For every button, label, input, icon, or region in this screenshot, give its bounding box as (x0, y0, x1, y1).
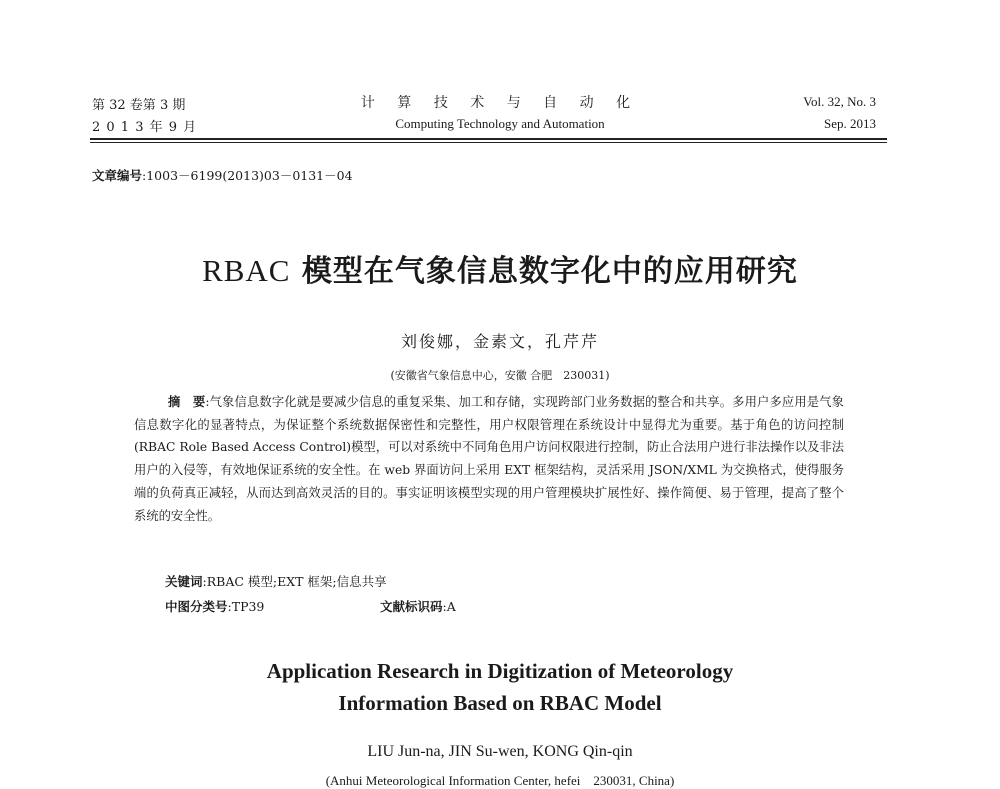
affiliation-en: (Anhui Meteorological Information Center, hefei 230031, China) (325, 773, 675, 788)
article-number (92, 166, 353, 184)
abstract-label: 摘 要 (168, 395, 206, 409)
keywords-value: :RBAC 模型;EXT 框架;信息共享 (202, 574, 387, 589)
abstract-text: :气象信息数字化就是要减少信息的重复采集、加工和存储，实现跨部门业务数据的整合和共享。多用户多应用是气象信息数字化的显著特点，为保证整个系统数据保密性和完整性，用户权限管理在系统设计中显得尤为重要。基于角色的访问控制(RBAC Role Based Access Control)模型，可以对系统中不同角色用户访问权限进行控制，防止合法用户进行非法操作以及非法用户的入侵等，有效地保证系统的安全性。在 web 界面访问上采用 EXT 框架结构，灵活采用 JSON/XML 为交换格式，使得服务端的负荷真正减轻，从而达到高效灵活的目的。事实证明该模型实现的用户管理模块扩展性好、操作简便、易于管理，提高了整个系统的安全性。 (134, 395, 844, 523)
header-rule-thin (90, 142, 887, 143)
document-code-label: 文献标识码 (380, 599, 443, 614)
keywords-label: 关键词 (165, 574, 203, 589)
authors-cn: 刘俊娜，金素文，孔芹芹 (400, 332, 599, 351)
page-title-cn (0, 246, 1000, 290)
journal-date-en: Sep. 2013 (824, 116, 876, 131)
journal-name-cn: 计 算 技 术 与 自 动 化 (360, 95, 640, 111)
article-number-label: 文章编号 (92, 168, 143, 183)
article-number-value: :1003－6199(2013)03－0131－04 (142, 168, 353, 183)
document-code (380, 597, 456, 615)
header-rule-thick (90, 138, 887, 140)
title-cn-latin: RBAC (202, 253, 291, 288)
classification-label: 中图分类号 (165, 599, 228, 614)
document-code-value: :A (442, 599, 456, 614)
affiliation-cn: (安徽省气象信息中心，安徽 合肥 230031) (390, 369, 610, 382)
journal-date-cn: 2 0 1 3 年 9 月 (92, 120, 198, 135)
classification-number (165, 597, 264, 615)
journal-volume-cn: 第 32 卷第 3 期 (92, 98, 186, 113)
abstract-cn (134, 391, 844, 527)
journal-volume-en: Vol. 32, No. 3 (803, 94, 876, 109)
title-en-line1: Application Research in Digitization of Meteorology (266, 659, 734, 683)
title-en-line2: Information Based on RBAC Model (338, 691, 662, 715)
journal-name-en: Computing Technology and Automation (395, 116, 605, 131)
classification-value: :TP39 (227, 599, 265, 614)
title-cn-rest: 模型在气象信息数字化中的应用研究 (290, 254, 798, 289)
keywords (165, 572, 387, 590)
authors-en: LIU Jun-na, JIN Su-wen, KONG Qin-qin (367, 743, 633, 760)
